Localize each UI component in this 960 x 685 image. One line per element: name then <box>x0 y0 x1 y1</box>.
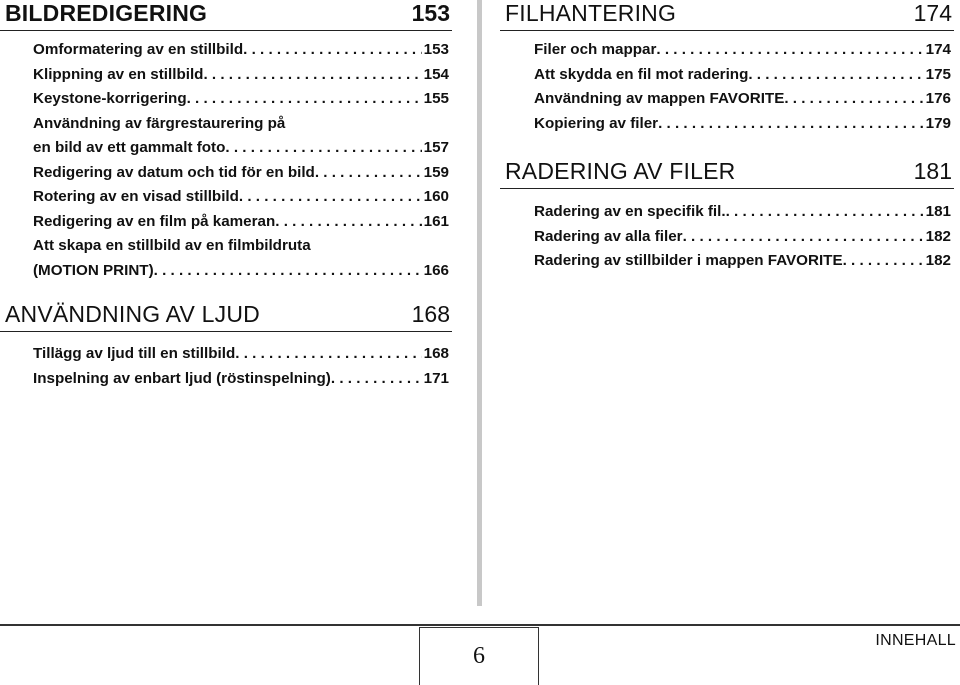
toc-page: 159 <box>423 163 449 181</box>
leader-dots <box>203 63 421 88</box>
toc-list <box>534 38 951 136</box>
footer-label[interactable]: INNEHALL <box>875 632 956 649</box>
section-title: ANVÄNDNING AV LJUD <box>5 301 260 327</box>
leader-dots <box>784 87 923 112</box>
toc-label: Omformatering av en stillbild <box>33 41 244 58</box>
toc-item[interactable] <box>534 63 951 88</box>
toc-page: 176 <box>925 90 951 107</box>
section-header <box>500 0 954 31</box>
section-title: BILDREDIGERING <box>5 0 208 26</box>
toc-label: Tillägg av ljud till en stillbild <box>33 345 236 362</box>
toc-page: 160 <box>423 188 449 205</box>
toc-label: Kopiering av filer <box>534 114 659 132</box>
toc-page: 182 <box>925 227 951 245</box>
section-page[interactable]: 168 <box>411 301 450 327</box>
footer-rule <box>0 624 960 626</box>
toc-label: Att skydda en fil mot radering <box>534 65 749 83</box>
section-header <box>0 301 452 332</box>
toc-label-line1: Att skapa en stillbild av en filmbildruta <box>33 237 311 254</box>
leader-dots <box>225 136 421 161</box>
leader-dots <box>243 38 422 63</box>
toc-label: Redigering av en film på kameran <box>33 212 276 230</box>
toc-item[interactable] <box>534 249 951 274</box>
leader-dots <box>331 367 422 392</box>
leader-dots <box>315 161 422 186</box>
section-title: RADERING AV FILER <box>505 158 736 184</box>
toc-page: 154 <box>423 65 449 83</box>
leader-dots <box>843 249 924 274</box>
toc-item[interactable] <box>33 87 449 112</box>
toc-label: Rotering av en visad stillbild <box>33 188 239 205</box>
leader-dots <box>275 210 421 235</box>
toc-item[interactable] <box>33 63 449 88</box>
page-number-box <box>419 627 539 685</box>
toc-item[interactable] <box>33 185 449 210</box>
leader-dots <box>748 63 923 88</box>
section-header <box>0 0 452 31</box>
toc-item[interactable] <box>534 87 951 112</box>
toc-item[interactable] <box>534 38 951 63</box>
toc-label: Radering av stillbilder i mappen FAVORITE <box>534 252 843 269</box>
toc-item[interactable] <box>33 161 449 186</box>
toc-label: Radering av en specifik fil. <box>534 203 726 220</box>
toc-page: 166 <box>423 261 449 279</box>
toc-page: 161 <box>423 212 449 230</box>
toc-item[interactable] <box>534 225 951 250</box>
toc-list <box>534 200 951 274</box>
section-radering <box>500 158 954 269</box>
toc-page: 182 <box>925 252 951 269</box>
toc-page: 168 <box>423 345 449 362</box>
toc-item[interactable] <box>33 112 449 161</box>
section-header <box>500 158 954 189</box>
leader-dots <box>656 38 923 63</box>
toc-label: (MOTION PRINT) <box>33 261 154 279</box>
section-page[interactable]: 181 <box>913 158 952 184</box>
leader-dots <box>726 200 924 225</box>
toc-label-line1: Användning av färgrestaurering på <box>33 114 286 132</box>
section-page[interactable]: 153 <box>411 0 450 26</box>
section-page[interactable]: 174 <box>913 0 952 26</box>
section-ljud <box>0 301 452 387</box>
toc-list <box>33 38 449 283</box>
toc-page: 155 <box>423 90 449 107</box>
toc-page: 175 <box>925 65 951 83</box>
toc-page: 174 <box>925 41 951 58</box>
toc-item[interactable] <box>33 234 449 283</box>
toc-page: 171 <box>423 369 449 387</box>
toc-page: 153 <box>423 41 449 58</box>
leader-dots <box>683 225 924 250</box>
toc-label: Radering av alla filer <box>534 227 683 245</box>
column-divider <box>477 0 482 606</box>
section-bildredigering <box>0 0 452 279</box>
toc-item[interactable] <box>33 38 449 63</box>
toc-list <box>33 342 449 391</box>
toc-page: 181 <box>925 203 951 220</box>
toc-label: Keystone-korrigering <box>33 90 187 107</box>
toc-page: 179 <box>925 114 951 132</box>
toc-item[interactable] <box>534 200 951 225</box>
page-number: 6 <box>473 643 485 669</box>
toc-label: Användning av mappen FAVORITE <box>534 90 785 107</box>
toc-item[interactable] <box>33 210 449 235</box>
leader-dots <box>187 87 422 112</box>
toc-item[interactable] <box>33 367 449 392</box>
toc-page: 157 <box>423 139 449 156</box>
toc-label: Filer och mappar <box>534 41 657 58</box>
toc-label: Inspelning av enbart ljud (röstinspelning) <box>33 369 331 387</box>
leader-dots <box>235 342 421 367</box>
toc-label: Redigering av datum och tid för en bild <box>33 163 315 181</box>
toc-item[interactable] <box>534 112 951 137</box>
toc-label: Klippning av en stillbild <box>33 65 204 83</box>
section-title: FILHANTERING <box>505 0 677 26</box>
leader-dots <box>239 185 422 210</box>
leader-dots <box>658 112 924 137</box>
leader-dots <box>154 259 422 284</box>
toc-item[interactable] <box>33 342 449 367</box>
toc-label: en bild av ett gammalt foto <box>33 139 226 156</box>
section-filhantering <box>500 0 954 132</box>
